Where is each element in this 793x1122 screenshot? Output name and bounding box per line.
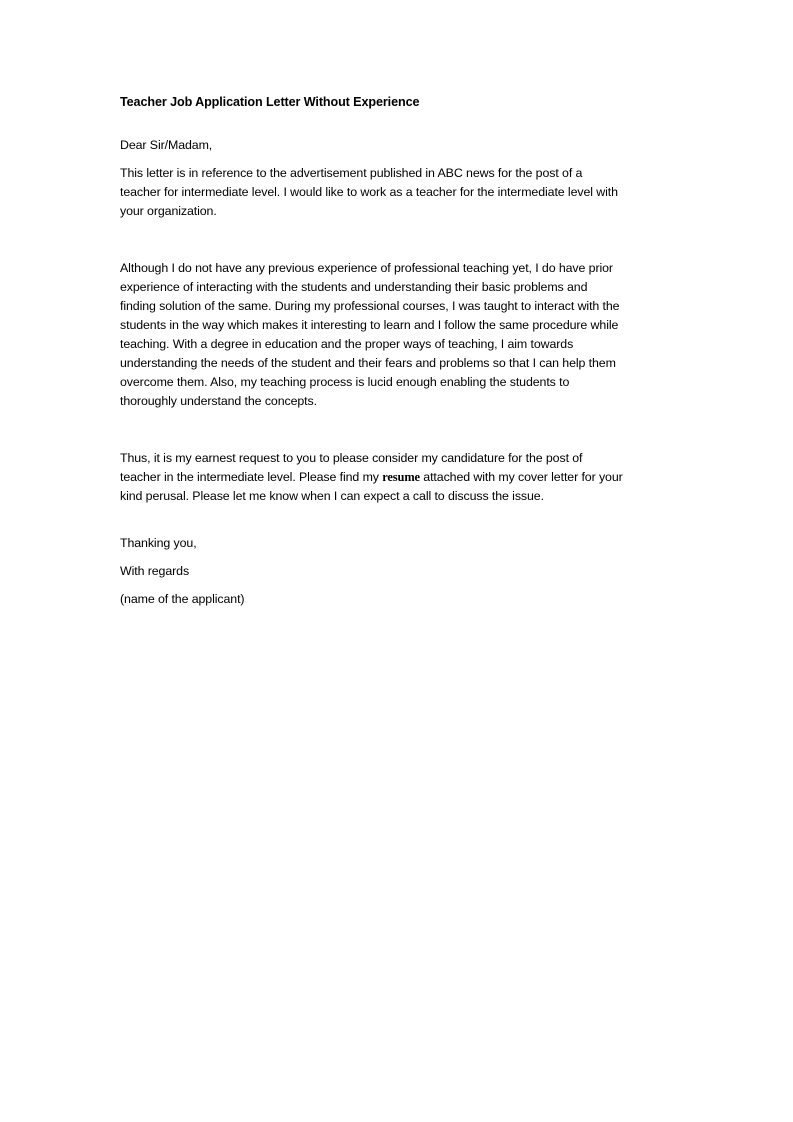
paragraph-line: teacher for intermediate level. I would like to work as a teacher for the intermediate level with <box>120 185 618 199</box>
paragraph-line: thoroughly understand the concepts. <box>120 394 317 408</box>
paragraph-line: Thus, it is my earnest request to you to please consider my candidature for the post of <box>120 451 583 465</box>
paragraph-text: attached with my cover letter for your <box>419 470 623 484</box>
letter-title: Teacher Job Application Letter Without Experience <box>120 95 420 109</box>
paragraph-line: kind perusal. Please let me know when I can expect a call to discuss the issue. <box>120 489 544 503</box>
closing-thanks: Thanking you, <box>120 536 197 550</box>
paragraph-intro <box>120 164 680 221</box>
signature-placeholder: (name of the applicant) <box>120 592 245 606</box>
closing-regards: With regards <box>120 564 190 578</box>
letter-body <box>120 93 680 618</box>
paragraph-line: finding solution of the same. During my professional courses, I was taught to interact with the <box>120 299 620 313</box>
paragraph-line: your organization. <box>120 204 217 218</box>
paragraph-text: teacher in the intermediate level. Please find my <box>120 470 383 484</box>
salutation: Dear Sir/Madam, <box>120 138 213 152</box>
paragraph-request <box>120 449 680 506</box>
paragraph-line: understanding the needs of the student and their fears and problems so that I can help them <box>120 356 616 370</box>
paragraph-line: This letter is in reference to the advertisement published in ABC news for the post of a <box>120 166 583 180</box>
paragraph-line: overcome them. Also, my teaching process is lucid enough enabling the students to <box>120 375 570 389</box>
resume-word: resume <box>382 470 420 484</box>
paragraph-line: experience of interacting with the students and understanding their basic problems and <box>120 280 588 294</box>
paragraph-line <box>120 468 680 487</box>
paragraph-line: students in the way which makes it interesting to learn and I follow the same procedure while <box>120 318 619 332</box>
paragraph-line: teaching. With a degree in education and the proper ways of teaching, I aim towards <box>120 337 574 351</box>
paragraph-experience <box>120 259 680 411</box>
paragraph-line: Although I do not have any previous experience of professional teaching yet, I do have prior <box>120 261 613 275</box>
